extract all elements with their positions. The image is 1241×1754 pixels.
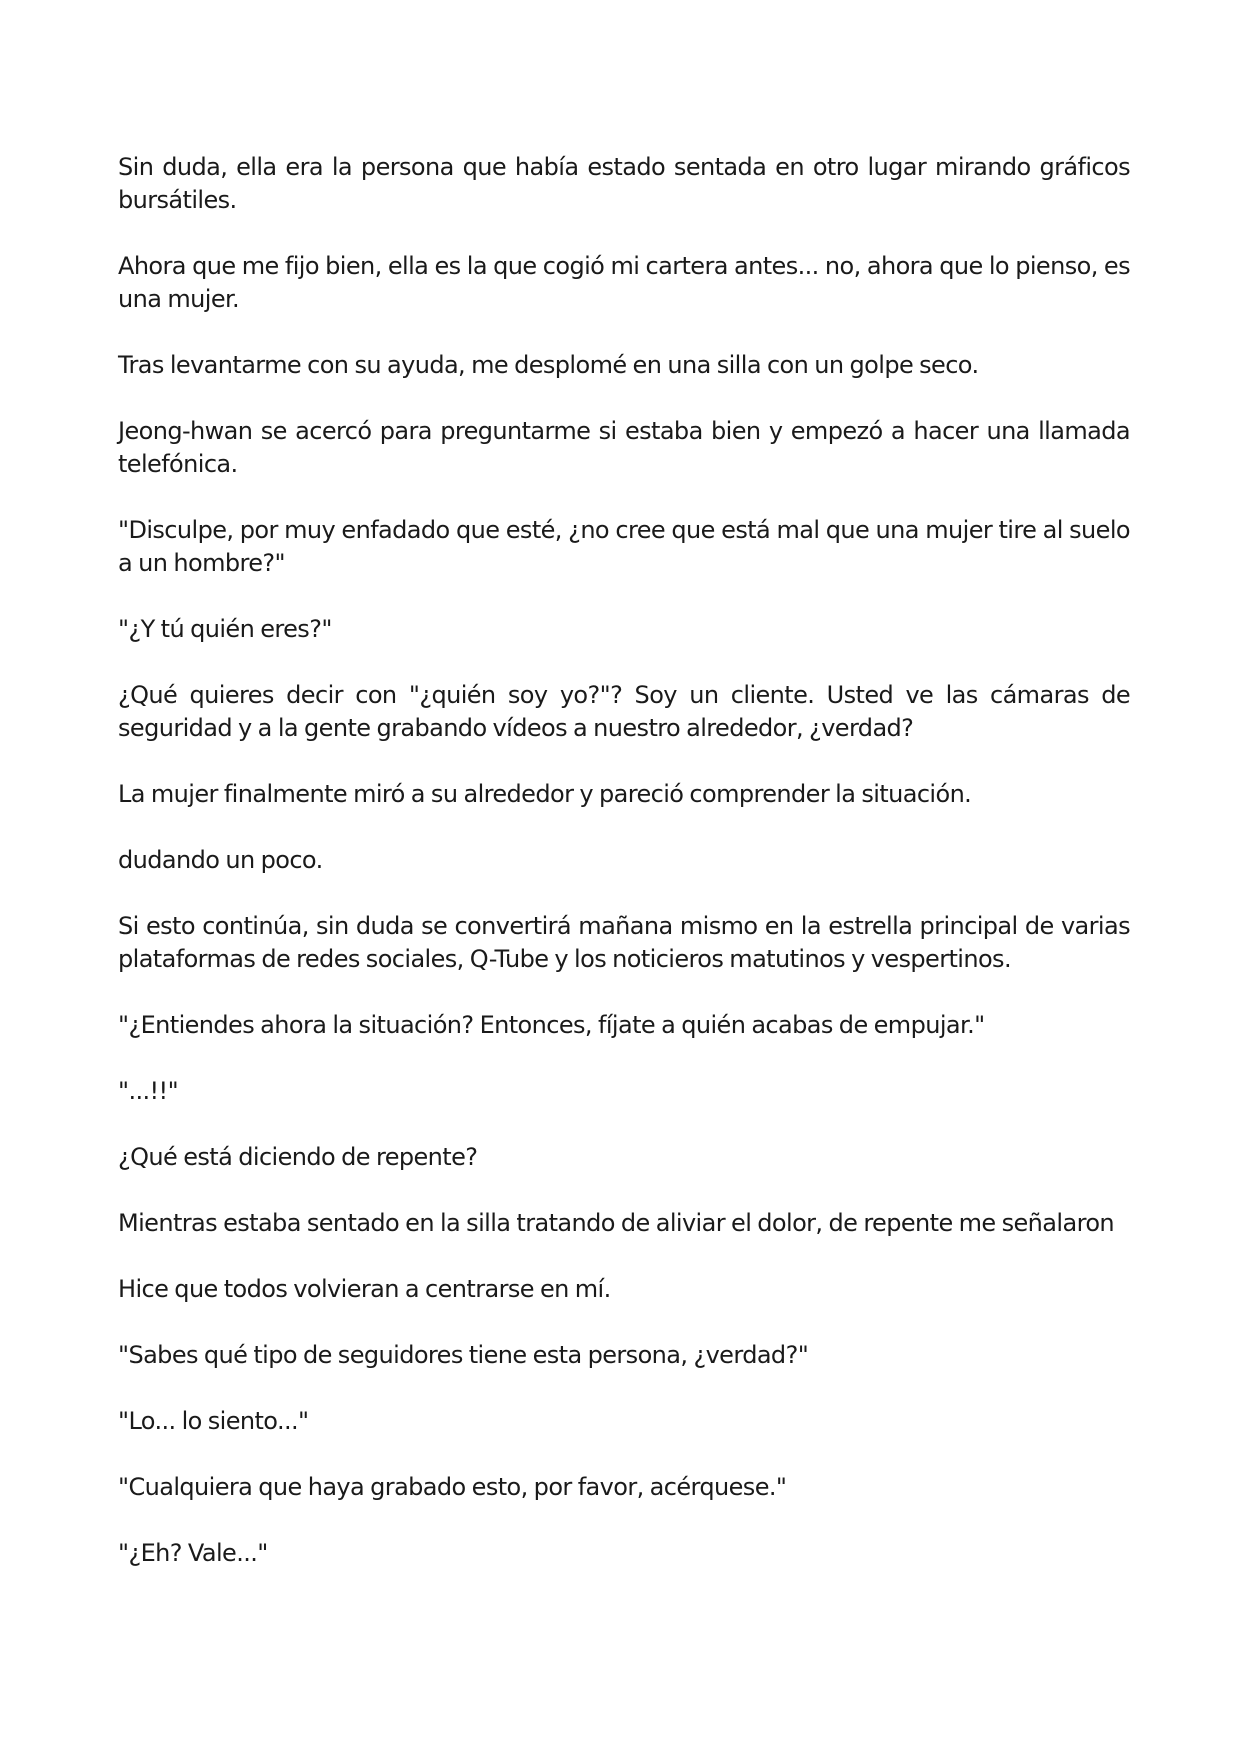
paragraph: Jeong-hwan se acercó para preguntarme si estaba bien y empezó a hacer una llamada telefónica. [118, 417, 1130, 478]
paragraph: Mientras estaba sentado en la silla tratando de aliviar el dolor, de repente me señalaron [118, 1209, 1115, 1237]
paragraph: "...!!" [118, 1077, 179, 1105]
paragraph: Sin duda, ella era la persona que había estado sentada en otro lugar mirando gráficos bursátiles. [118, 153, 1130, 214]
paragraph: Ahora que me fijo bien, ella es la que cogió mi cartera antes... no, ahora que lo pienso, es una mujer. [118, 252, 1130, 313]
document-body [118, 151, 1130, 1603]
paragraph: "¿Entiendes ahora la situación? Entonces, fíjate a quién acabas de empujar." [118, 1011, 985, 1039]
paragraph: "¿Y tú quién eres?" [118, 615, 332, 643]
paragraph: ¿Qué está diciendo de repente? [118, 1143, 478, 1171]
paragraph: La mujer finalmente miró a su alrededor y pareció comprender la situación. [118, 780, 972, 808]
paragraph: "Disculpe, por muy enfadado que esté, ¿no cree que está mal que una mujer tire al suelo a un hombre?" [118, 516, 1130, 577]
paragraph: "¿Eh? Vale..." [118, 1539, 268, 1567]
paragraph: ¿Qué quieres decir con "¿quién soy yo?"? Soy un cliente. Usted ve las cámaras de seguridad y a la gente grabando vídeos a nuestro alrededor, ¿verdad? [118, 681, 1130, 742]
paragraph: dudando un poco. [118, 846, 323, 874]
paragraph: "Sabes qué tipo de seguidores tiene esta persona, ¿verdad?" [118, 1341, 809, 1369]
paragraph: Si esto continúa, sin duda se convertirá mañana mismo en la estrella principal de varias plataformas de redes sociales, Q-Tube y los noticieros matutinos y vespertinos. [118, 912, 1130, 973]
paragraph: "Cualquiera que haya grabado esto, por favor, acérquese." [118, 1473, 787, 1501]
paragraph: "Lo... lo siento..." [118, 1407, 309, 1435]
paragraph: Hice que todos volvieran a centrarse en mí. [118, 1275, 611, 1303]
paragraph: Tras levantarme con su ayuda, me desplomé en una silla con un golpe seco. [118, 351, 979, 379]
